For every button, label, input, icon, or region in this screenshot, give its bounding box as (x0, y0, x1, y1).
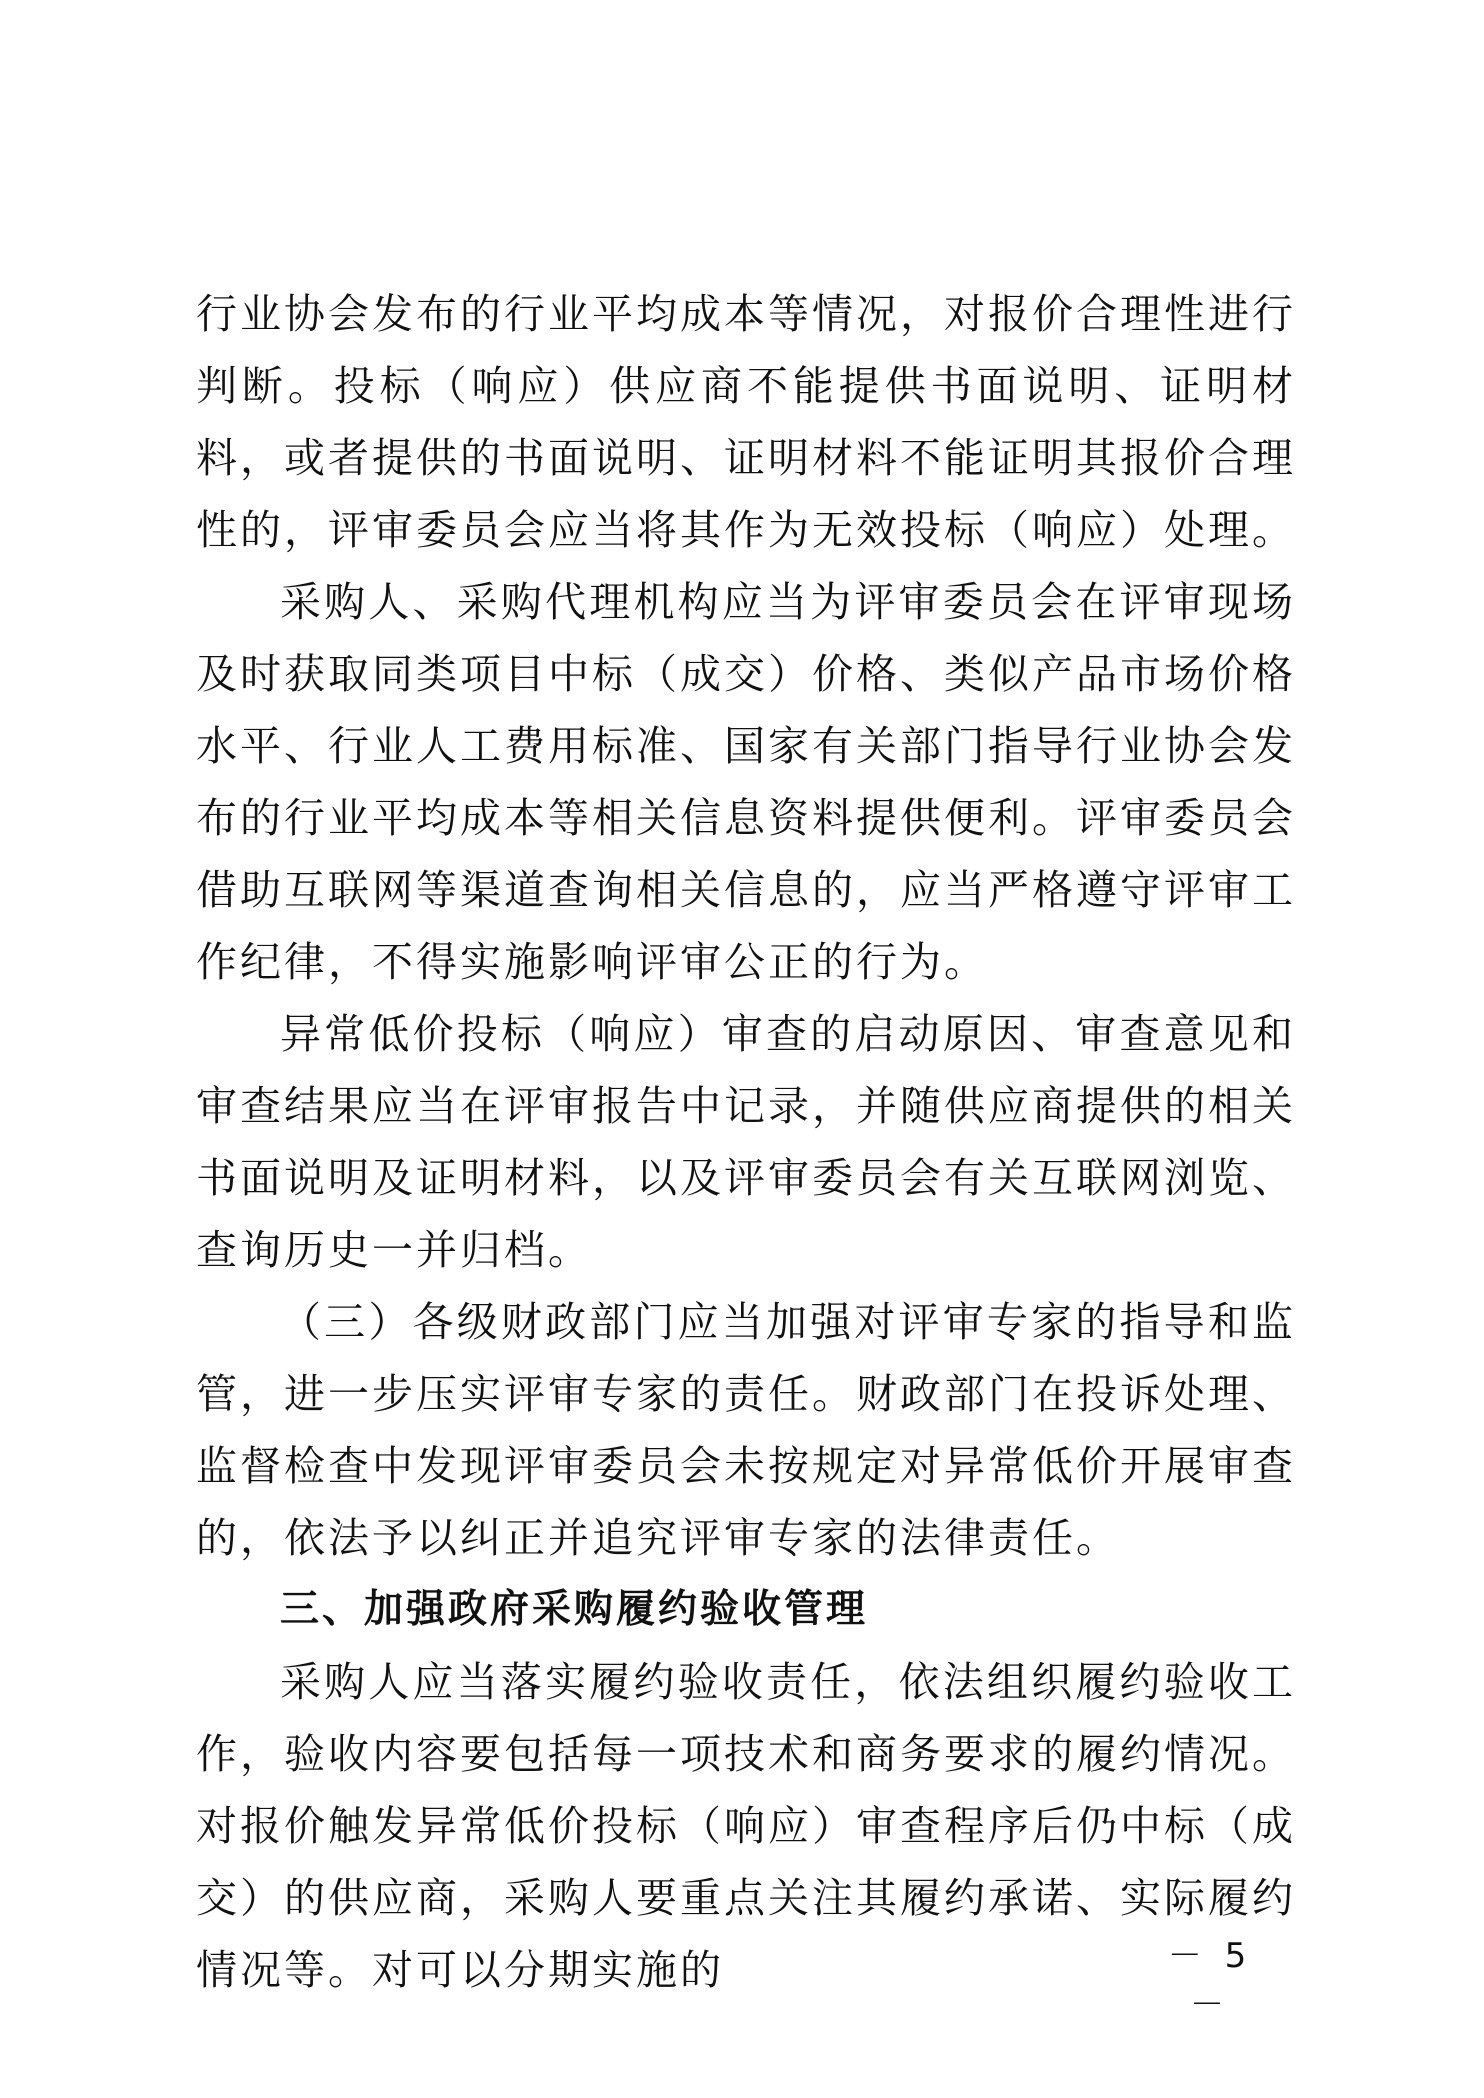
section-heading: 三、加强政府采购履约验收管理 (280, 1587, 869, 1632)
body-text (196, 278, 1296, 2006)
paragraph-3: 异常低价投标（响应）审查的启动原因、审查意见和审查结果应当在评审报告中记录，并随供应商提供的相关书面说明及证明材料，以及评审委员会有关互联网浏览、查询历史一并归档。 (196, 1010, 1296, 1274)
paragraph-2: 采购人、采购代理机构应当为评审委员会在评审现场及时获取同类项目中标（成交）价格、类似产品市场价格水平、行业人工费用标准、国家有关部门指导行业协会发布的行业平均成本等相关信息资料提供便利。评审委员会借助互联网等渠道查询相关信息的，应当严格遵守评审工作纪律，不得实施影响评审公正的行为。 (196, 578, 1296, 986)
page-number: － 5 － (1167, 1936, 1253, 2025)
paragraph-1: 行业协会发布的行业平均成本等情况，对报价合理性进行判断。投标（响应）供应商不能提供书面说明、证明材料，或者提供的书面说明、证明材料不能证明其报价合理性的，评审委员会应当将其作为无效投标（响应）处理。 (196, 290, 1296, 554)
paragraph-4: （三）各级财政部门应当加强对评审专家的指导和监管，进一步压实评审专家的责任。财政部门在投诉处理、监督检查中发现评审委员会未按规定对异常低价开展审查的，依法予以纠正并追究评审专家的法律责任。 (196, 1298, 1296, 1562)
paragraph-5: 采购人应当落实履约验收责任，依法组织履约验收工作，验收内容要包括每一项技术和商务要求的履约情况。对报价触发异常低价投标（响应）审查程序后仍中标（成交）的供应商，采购人要重点关注其履约承诺、实际履约情况等。对可以分期实施的 (196, 1658, 1296, 1994)
